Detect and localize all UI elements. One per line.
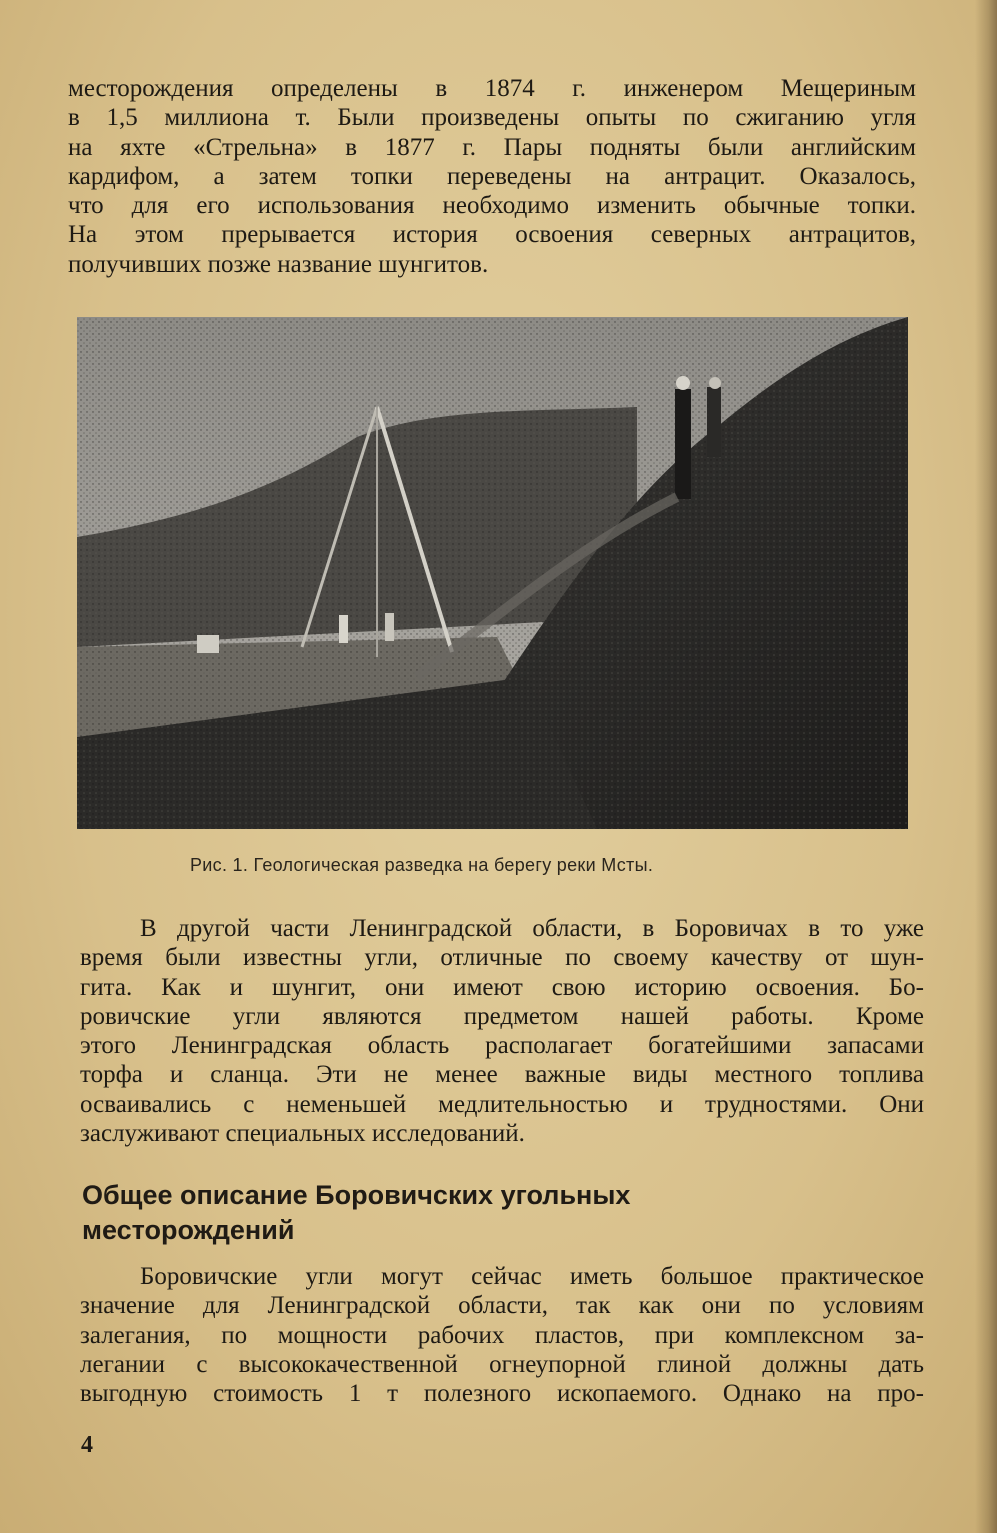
text-line: залегания, по мощности рабочих пластов, при комплексном за- <box>80 1321 924 1349</box>
section-heading-line: месторождений <box>82 1215 295 1245</box>
text-line: Боровичские угли могут сейчас иметь большое практическое <box>140 1263 924 1290</box>
text-line: время были известны угли, отличные по своему качеству от шун- <box>80 944 924 972</box>
photo-geological-exploration <box>77 317 908 829</box>
text-line: заслуживают специальных исследований. <box>80 1120 525 1148</box>
text-line: торфа и сланца. Эти не менее важные виды местного топлива <box>80 1061 924 1089</box>
text-line: В другой части Ленинградской области, в Боровичах в то уже <box>140 915 924 942</box>
text-line: На этом прерывается история освоения северных антрацитов, <box>68 221 916 249</box>
text-line: месторождения определены в 1874 г. инженером Мещериным <box>68 75 916 102</box>
photo-illustration <box>77 317 908 829</box>
text-line: осваивались с неменьшей медлительностью и трудностями. Они <box>80 1090 924 1118</box>
text-line: на яхте «Стрельна» в 1877 г. Пары подняты были английским <box>68 133 916 161</box>
text-line: в 1,5 миллиона т. Были произведены опыты по сжиганию угля <box>68 104 916 132</box>
text-line: легании с высококачественной огнеупорной глиной должны дать <box>80 1350 924 1378</box>
text-line: гита. Как и шунгит, они имеют свою историю освоения. Бо- <box>80 973 924 1001</box>
paragraph-3 <box>80 1262 924 1408</box>
text-line: что для его использования необходимо изменить обычные топки. <box>68 192 916 220</box>
text-line: выгодную стоимость 1 т полезного ископаемого. Однако на про- <box>80 1380 924 1408</box>
figure-caption: Рис. 1. Геологическая разведка на берегу реки Мсты. <box>190 855 654 875</box>
paragraph-1 <box>68 74 916 279</box>
text-line: значение для Ленинградской области, так как они по условиям <box>80 1292 924 1320</box>
text-line: кардифом, а затем топки переведены на антрацит. Оказалось, <box>68 162 916 190</box>
section-heading-line: Общее описание Боровичских угольных <box>82 1180 631 1210</box>
text-line: получивших позже название шунгитов. <box>68 250 489 278</box>
paragraph-2 <box>80 914 924 1148</box>
text-line: ровичские угли являются предметом нашей работы. Кроме <box>80 1002 924 1030</box>
page-edge-shadow <box>975 0 997 1533</box>
page-number: 4 <box>81 1432 93 1458</box>
text-line: этого Ленинградская область располагает богатейшими запасами <box>80 1032 924 1060</box>
section-heading <box>82 1178 802 1248</box>
